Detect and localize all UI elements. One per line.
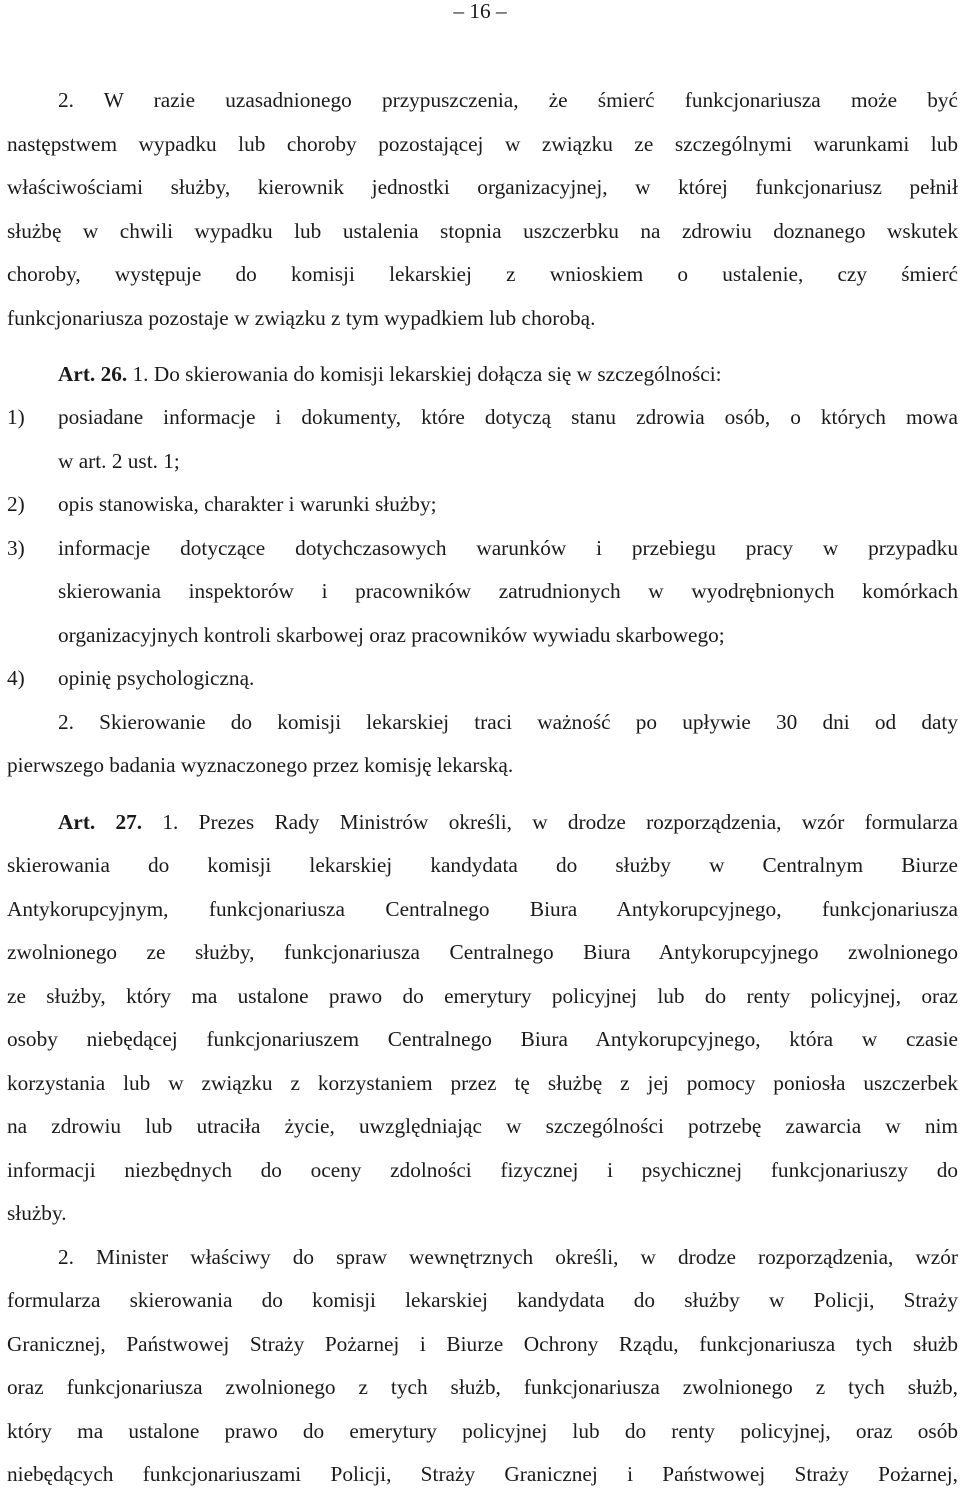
art26-heading: [58, 361, 958, 387]
art27-p1-line: Antykorupcyjnym, funkcjonariusza Centralnego Biura Antykorupcyjnego, funkcjonariusza: [7, 897, 958, 921]
art27-p1-line: skierowania do komisji lekarskiej kandydata do służby w Centralnym Biurze: [7, 853, 958, 877]
list-item-number: 2): [7, 492, 25, 516]
art26-para2-line: 2. Skierowanie do komisji lekarskiej traci ważność po upływie 30 dni od daty: [58, 710, 958, 734]
list-item-line: opinię psychologiczną.: [58, 666, 255, 690]
list-item-line: organizacyjnych kontroli skarbowej oraz pracowników wywiadu skarbowego;: [58, 623, 725, 647]
art27-p2-line: Granicznej, Państwowej Straży Pożarnej i Biurze Ochrony Rządu, funkcjonariusza tych służb: [7, 1332, 958, 1356]
para1-line: następstwem wypadku lub choroby pozostającej w związku ze szczególnymi warunkami lub: [7, 132, 958, 156]
para1-line: funkcjonariusza pozostaje w związku z tym wypadkiem lub chorobą.: [7, 306, 596, 330]
list-item-number: 3): [7, 536, 25, 560]
art27-p1-line: informacji niezbędnych do oceny zdolności fizycznej i psychicznej funkcjonariuszy do: [7, 1158, 958, 1182]
art26-para2-line: pierwszego badania wyznaczonego przez komisję lekarską.: [7, 753, 514, 777]
art27-p2-line: 2. Minister właściwy do spraw wewnętrznych określi, w drodze rozporządzenia, wzór: [58, 1245, 958, 1269]
art27-p1-line: korzystania lub w związku z korzystaniem przez tę służbę z jej pomocy poniosła uszczerbek: [7, 1071, 958, 1095]
list-item-line: skierowania inspektorów i pracowników zatrudnionych w wyodrębnionych komórkach: [58, 579, 958, 603]
art27-p1-line: osoby niebędącej funkcjonariuszem Centralnego Biura Antykorupcyjnego, która w czasie: [7, 1027, 958, 1051]
art27-p2-line: oraz funkcjonariusza zwolnionego z tych służb, funkcjonariusza zwolnionego z tych służb,: [7, 1375, 958, 1399]
list-item-line: posiadane informacje i dokumenty, które dotyczą stanu zdrowia osób, o których mowa: [58, 405, 958, 429]
list-item-number: 1): [7, 405, 25, 429]
art26-label: Art. 26.: [58, 362, 128, 386]
art27-heading: [58, 809, 958, 835]
list-item-line: opis stanowiska, charakter i warunki służby;: [58, 492, 437, 516]
list-item-line: informacje dotyczące dotychczasowych warunków i przebiegu pracy w przypadku: [58, 536, 958, 560]
art27-p1-line: służby.: [7, 1201, 67, 1225]
art27-p1-line: na zdrowiu lub utraciła życie, uwzględniając w szczególności potrzebę zawarcia w nim: [7, 1114, 958, 1138]
para1-line: 2. W razie uzasadnionego przypuszczenia, że śmierć funkcjonariusza może być: [58, 88, 958, 112]
art27-p2-line: niebędących funkcjonariuszami Policji, Straży Granicznej i Państwowej Straży Pożarnej,: [7, 1462, 958, 1486]
art27-p2-line: który ma ustalone prawo do emerytury policyjnej lub do renty policyjnej, oraz osób: [7, 1419, 958, 1443]
list-item-line: w art. 2 ust. 1;: [58, 449, 180, 473]
art27-label: Art. 27.: [58, 810, 143, 834]
page-number: – 16 –: [453, 0, 507, 23]
art27-p1-line: ze służby, który ma ustalone prawo do emerytury policyjnej lub do renty policyjnej, oraz: [7, 984, 958, 1008]
para1-line: służbę w chwili wypadku lub ustalenia stopnia uszczerbku na zdrowiu doznanego wskutek: [7, 219, 958, 243]
art27-p2-line: formularza skierowania do komisji lekarskiej kandydata do służby w Policji, Straży: [7, 1288, 958, 1312]
art26-intro: 1. Do skierowania do komisji lekarskiej dołącza się w szczególności:: [127, 362, 722, 386]
art27-p1-line: zwolnionego ze służby, funkcjonariusza Centralnego Biura Antykorupcyjnego zwolnionego: [7, 940, 958, 964]
art27-p1-first: 1. Prezes Rady Ministrów określi, w drodze rozporządzenia, wzór formularza: [142, 810, 958, 834]
list-item-number: 4): [7, 666, 25, 690]
para1-line: choroby, występuje do komisji lekarskiej z wnioskiem o ustalenie, czy śmierć: [7, 262, 958, 286]
para1-line: właściwościami służby, kierownik jednostki organizacyjnej, w której funkcjonariusz pełnił: [7, 175, 958, 199]
